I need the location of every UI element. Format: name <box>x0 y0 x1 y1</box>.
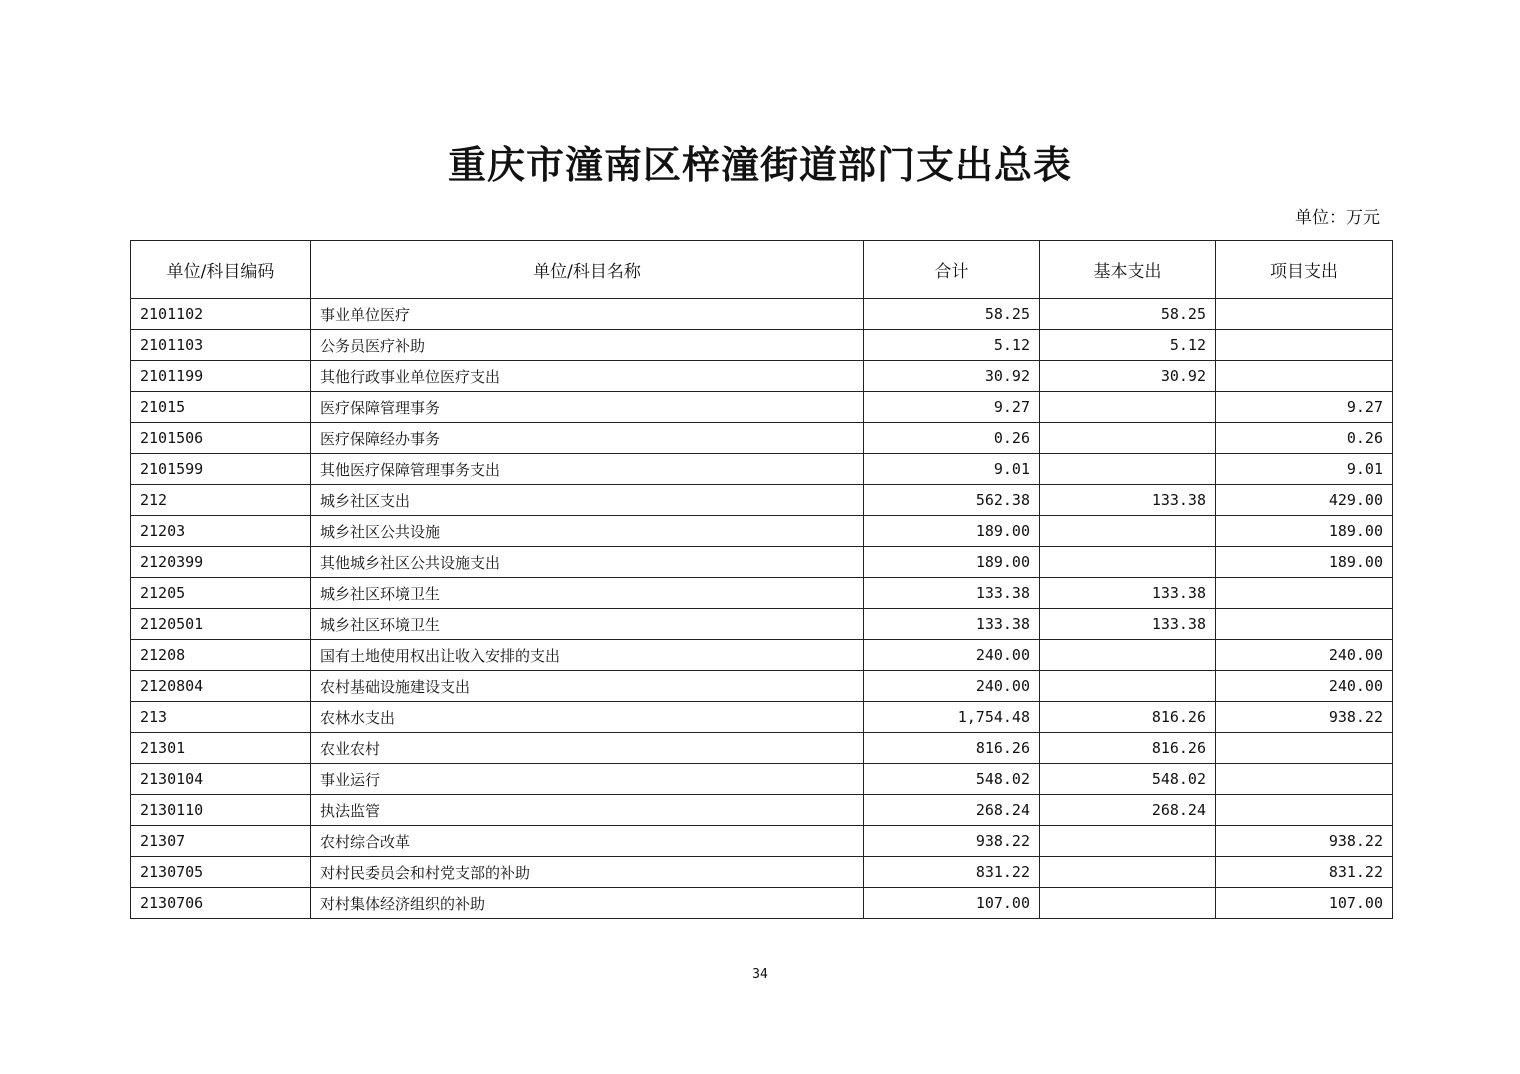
cell-code: 21205 <box>131 578 311 609</box>
cell-basic <box>1040 640 1216 671</box>
cell-project <box>1216 764 1393 795</box>
column-header-total: 合计 <box>864 241 1040 299</box>
cell-project <box>1216 795 1393 826</box>
cell-basic <box>1040 454 1216 485</box>
cell-project: 9.01 <box>1216 454 1393 485</box>
cell-basic <box>1040 516 1216 547</box>
cell-basic: 133.38 <box>1040 578 1216 609</box>
table-row <box>131 640 1393 671</box>
cell-total: 107.00 <box>864 888 1040 919</box>
cell-basic <box>1040 857 1216 888</box>
cell-total: 30.92 <box>864 361 1040 392</box>
table-row <box>131 454 1393 485</box>
table-row <box>131 516 1393 547</box>
cell-basic <box>1040 826 1216 857</box>
cell-code: 2130110 <box>131 795 311 826</box>
cell-code: 212 <box>131 485 311 516</box>
cell-total: 240.00 <box>864 640 1040 671</box>
cell-basic: 133.38 <box>1040 609 1216 640</box>
cell-code: 2130705 <box>131 857 311 888</box>
cell-code: 2101199 <box>131 361 311 392</box>
cell-name: 城乡社区环境卫生 <box>311 609 864 640</box>
table-row <box>131 857 1393 888</box>
table-body <box>131 299 1393 919</box>
table-row <box>131 547 1393 578</box>
cell-basic: 816.26 <box>1040 702 1216 733</box>
cell-total: 189.00 <box>864 547 1040 578</box>
cell-project: 831.22 <box>1216 857 1393 888</box>
cell-code: 2120501 <box>131 609 311 640</box>
cell-total: 0.26 <box>864 423 1040 454</box>
cell-code: 2101506 <box>131 423 311 454</box>
cell-project <box>1216 733 1393 764</box>
cell-basic <box>1040 392 1216 423</box>
table-row <box>131 361 1393 392</box>
cell-name: 事业单位医疗 <box>311 299 864 330</box>
cell-total: 240.00 <box>864 671 1040 702</box>
cell-total: 9.27 <box>864 392 1040 423</box>
cell-name: 农林水支出 <box>311 702 864 733</box>
cell-basic: 30.92 <box>1040 361 1216 392</box>
column-header-name: 单位/科目名称 <box>311 241 864 299</box>
cell-total: 5.12 <box>864 330 1040 361</box>
cell-code: 2130104 <box>131 764 311 795</box>
cell-project: 107.00 <box>1216 888 1393 919</box>
cell-name: 城乡社区环境卫生 <box>311 578 864 609</box>
cell-name: 其他医疗保障管理事务支出 <box>311 454 864 485</box>
cell-total: 268.24 <box>864 795 1040 826</box>
cell-code: 2120399 <box>131 547 311 578</box>
table-row <box>131 795 1393 826</box>
page-number: 34 <box>752 967 768 982</box>
cell-basic <box>1040 671 1216 702</box>
table-row <box>131 578 1393 609</box>
cell-total: 133.38 <box>864 578 1040 609</box>
cell-project <box>1216 299 1393 330</box>
cell-basic <box>1040 888 1216 919</box>
table-row <box>131 609 1393 640</box>
cell-name: 城乡社区支出 <box>311 485 864 516</box>
cell-name: 城乡社区公共设施 <box>311 516 864 547</box>
cell-basic: 816.26 <box>1040 733 1216 764</box>
cell-basic: 5.12 <box>1040 330 1216 361</box>
cell-project: 938.22 <box>1216 702 1393 733</box>
cell-name: 执法监管 <box>311 795 864 826</box>
unit-label: 单位：万元 <box>1295 208 1380 228</box>
cell-code: 2101103 <box>131 330 311 361</box>
table-row <box>131 764 1393 795</box>
cell-name: 其他行政事业单位医疗支出 <box>311 361 864 392</box>
cell-total: 1,754.48 <box>864 702 1040 733</box>
cell-project <box>1216 609 1393 640</box>
cell-code: 2101102 <box>131 299 311 330</box>
cell-code: 213 <box>131 702 311 733</box>
cell-code: 21301 <box>131 733 311 764</box>
table-row <box>131 826 1393 857</box>
cell-total: 133.38 <box>864 609 1040 640</box>
cell-name: 农村基础设施建设支出 <box>311 671 864 702</box>
cell-project: 189.00 <box>1216 547 1393 578</box>
page-title: 重庆市潼南区梓潼街道部门支出总表 <box>447 142 1072 187</box>
cell-basic: 133.38 <box>1040 485 1216 516</box>
cell-name: 对村集体经济组织的补助 <box>311 888 864 919</box>
cell-total: 58.25 <box>864 299 1040 330</box>
cell-code: 21208 <box>131 640 311 671</box>
cell-code: 21307 <box>131 826 311 857</box>
cell-name: 农业农村 <box>311 733 864 764</box>
cell-name: 医疗保障管理事务 <box>311 392 864 423</box>
cell-project: 9.27 <box>1216 392 1393 423</box>
column-header-basic: 基本支出 <box>1040 241 1216 299</box>
cell-name: 医疗保障经办事务 <box>311 423 864 454</box>
cell-basic <box>1040 547 1216 578</box>
cell-project <box>1216 330 1393 361</box>
cell-basic: 58.25 <box>1040 299 1216 330</box>
cell-code: 21203 <box>131 516 311 547</box>
cell-code: 2101599 <box>131 454 311 485</box>
table-row <box>131 671 1393 702</box>
table-row <box>131 702 1393 733</box>
cell-total: 9.01 <box>864 454 1040 485</box>
cell-basic: 268.24 <box>1040 795 1216 826</box>
cell-total: 938.22 <box>864 826 1040 857</box>
cell-name: 事业运行 <box>311 764 864 795</box>
cell-project: 240.00 <box>1216 671 1393 702</box>
cell-project: 189.00 <box>1216 516 1393 547</box>
cell-total: 816.26 <box>864 733 1040 764</box>
column-header-code: 单位/科目编码 <box>131 241 311 299</box>
cell-basic: 548.02 <box>1040 764 1216 795</box>
cell-total: 562.38 <box>864 485 1040 516</box>
cell-name: 国有土地使用权出让收入安排的支出 <box>311 640 864 671</box>
table-row <box>131 733 1393 764</box>
cell-project <box>1216 578 1393 609</box>
cell-total: 831.22 <box>864 857 1040 888</box>
cell-project: 240.00 <box>1216 640 1393 671</box>
table-row <box>131 392 1393 423</box>
table-row <box>131 423 1393 454</box>
cell-name: 其他城乡社区公共设施支出 <box>311 547 864 578</box>
table-row <box>131 330 1393 361</box>
cell-code: 21015 <box>131 392 311 423</box>
cell-total: 548.02 <box>864 764 1040 795</box>
table-row <box>131 485 1393 516</box>
table-row <box>131 299 1393 330</box>
cell-project: 429.00 <box>1216 485 1393 516</box>
cell-code: 2120804 <box>131 671 311 702</box>
cell-name: 农村综合改革 <box>311 826 864 857</box>
table-row <box>131 888 1393 919</box>
table-header-row <box>131 241 1393 299</box>
cell-name: 公务员医疗补助 <box>311 330 864 361</box>
cell-project: 0.26 <box>1216 423 1393 454</box>
cell-code: 2130706 <box>131 888 311 919</box>
column-header-project: 项目支出 <box>1216 241 1393 299</box>
cell-project <box>1216 361 1393 392</box>
cell-total: 189.00 <box>864 516 1040 547</box>
cell-name: 对村民委员会和村党支部的补助 <box>311 857 864 888</box>
expenditure-table <box>130 240 1393 919</box>
cell-project: 938.22 <box>1216 826 1393 857</box>
cell-basic <box>1040 423 1216 454</box>
